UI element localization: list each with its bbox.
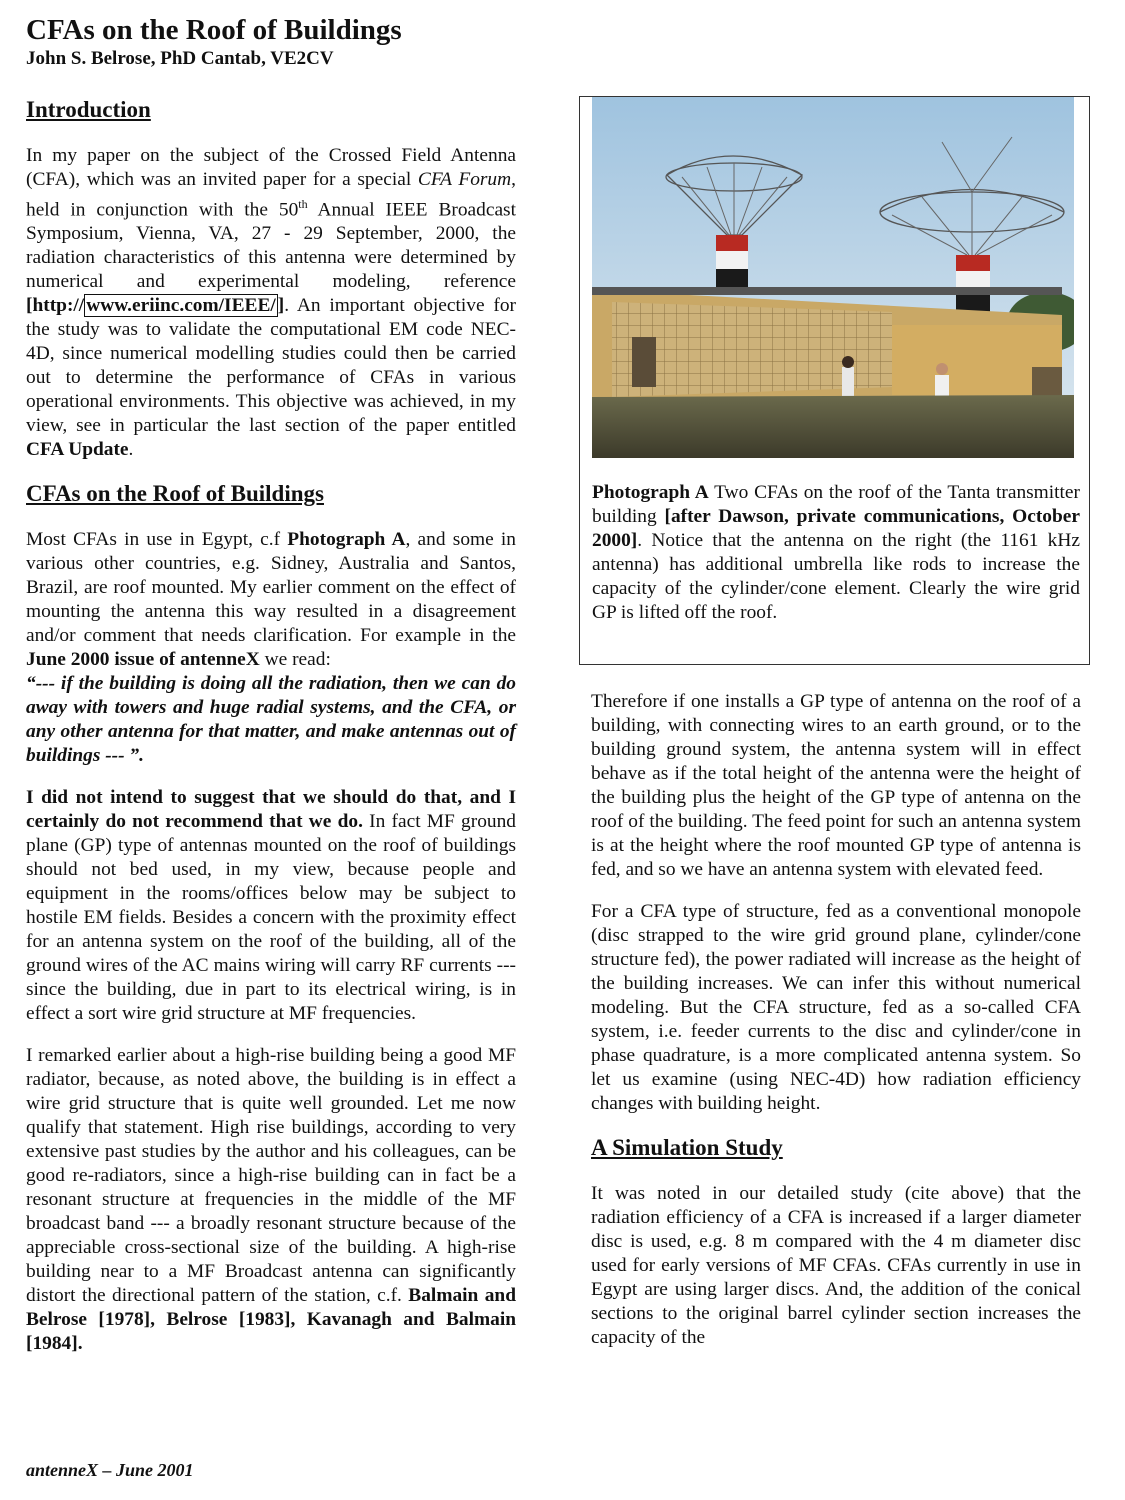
right-column xyxy=(591,690,1081,1368)
photograph-a-caption: Photograph A Two CFAs on the roof of the Tanta transmitter building [after Dawson, private communications, October 2000]. Notice that the antenna on the right (the 1161 kHz antenna) has additional umbrella like rods to increase the capacity of the cylinder/cone element. Clearly the wire grid GP is lifted off the roof. xyxy=(592,482,1080,623)
roof-paragraph-2: I did not intend to suggest that we should do that, and I certainly do not recommend that we do. In fact MF ground plane (GP) type of antennas mounted on the roof of buildings should not bed used, in my view, because people and equipment in the rooms/offices below may be subject to hostile EM fields. Besides a concern with the proximity effect for an antenna system on the roof of the building, all of the ground wires of the AC mains wiring will carry RF currents --- since the building, due in part to its electrical wiring, is in effect a sort wire grid structure at MF frequencies. xyxy=(26,787,516,1025)
quoted-comment: “--- if the building is doing all the radiation, then we can do away with towers and huge radial systems, and the CFA, or any other antenna for that matter, and make antennas out of buildings --- ”. xyxy=(26,673,516,767)
page-footer: antenneX – June 2001 xyxy=(26,1460,194,1480)
right-paragraph-2: For a CFA type of structure, fed as a conventional monopole (disc strapped to the wire grid ground plane, cylinder/cone structure fed), the power radiated will increase as the height of the building increases. We can infer this without numerical modeling. But the CFA structure, fed as a so-called CFA system, i.e. feeder currents to the disc and cylinder/cone in phase quadrature, is a more complicated antenna system. So let us examine (using NEC-4D) how radiation efficiency changes with building height. xyxy=(591,901,1081,1114)
roof-paragraph-3: I remarked earlier about a high-rise building being a good MF radiator, because, as noted above, the building is in effect a wire grid structure that is quite well grounded. Let me now qualify that statement. High rise buildings, according to very extensive past studies by the author and his colleagues, can be good re-radiators, since a high-rise building can in fact be a resonant structure at frequencies in the middle of the MF broadcast band --- a broadly resonant structure because of the appreciable cross-sectional size of the building. A high-rise building near to a MF Broadcast antenna can significantly distort the directional pattern of the station, c.f. Balmain and Belrose [1978], Belrose [1983], Kavanagh and Balmain [1984]. xyxy=(26,1045,516,1355)
photograph-a-figure xyxy=(579,96,1090,665)
page-title: CFAs on the Roof of Buildings xyxy=(26,14,402,46)
reference-link[interactable]: www.eriinc.com/IEEE/ xyxy=(86,295,276,317)
introduction-paragraph: In my paper on the subject of the Crossed Field Antenna (CFA), which was an invited paper for a special CFA Forum, held in conjunction with the 50th Annual IEEE Broadcast Symposium, Vienna, VA, 27 - 29 September, 2000, the radiation characteristics of this antenna were determined by numerical and experimental modeling, reference [http:// www.eriinc.com/IEEE/ ]. An important objective for the study was to validate the computational EM code NEC-4D, since numerical modelling studies could then be carried out to determine the performance of CFAs in various operational environments. This objective was achieved, in my view, see in particular the last section of the paper entitled CFA Update. xyxy=(26,145,516,461)
author-line: John S. Belrose, PhD Cantab, VE2CV xyxy=(26,48,334,69)
introduction-heading: Introduction xyxy=(26,97,151,122)
roof-paragraph-1: Most CFAs in use in Egypt, c.f Photograph A, and some in various other countries, e.g. Sidney, Australia and Santos, Brazil, are roof mounted. My earlier comment on the effect of mounting the antenna this way resulted in a disagreement and/or comment that needs clarification. For example in the June 2000 issue of antenneX we read: xyxy=(26,529,517,671)
right-paragraph-3: It was noted in our detailed study (cite above) that the radiation efficiency of a CFA is increased if a larger diameter disc is used, e.g. 8 m compared with the 4 m diameter disc used for early versions of MF CFAs. CFAs currently in use in Egypt are using larger discs. And, the addition of the conical sections to the original barrel cylinder section increases the capacity of the xyxy=(591,1183,1081,1348)
right-paragraph-1: Therefore if one installs a GP type of antenna on the roof of a building, with connecting wires to an earth ground, or to the building ground system, the antenna system will in effect behave as if the total height of the antenna were the height of the building plus the height of the GP type of antenna on the roof of the building. The feed point for such an antenna system is at the height where the roof mounted GP type of antenna is fed, and so we have an antenna system with elevated feed. xyxy=(591,691,1081,880)
roof-section-heading: CFAs on the Roof of Buildings xyxy=(26,481,324,507)
left-column xyxy=(26,96,516,1374)
photograph-a-image xyxy=(592,97,1074,458)
simulation-study-heading: A Simulation Study xyxy=(591,1135,783,1160)
